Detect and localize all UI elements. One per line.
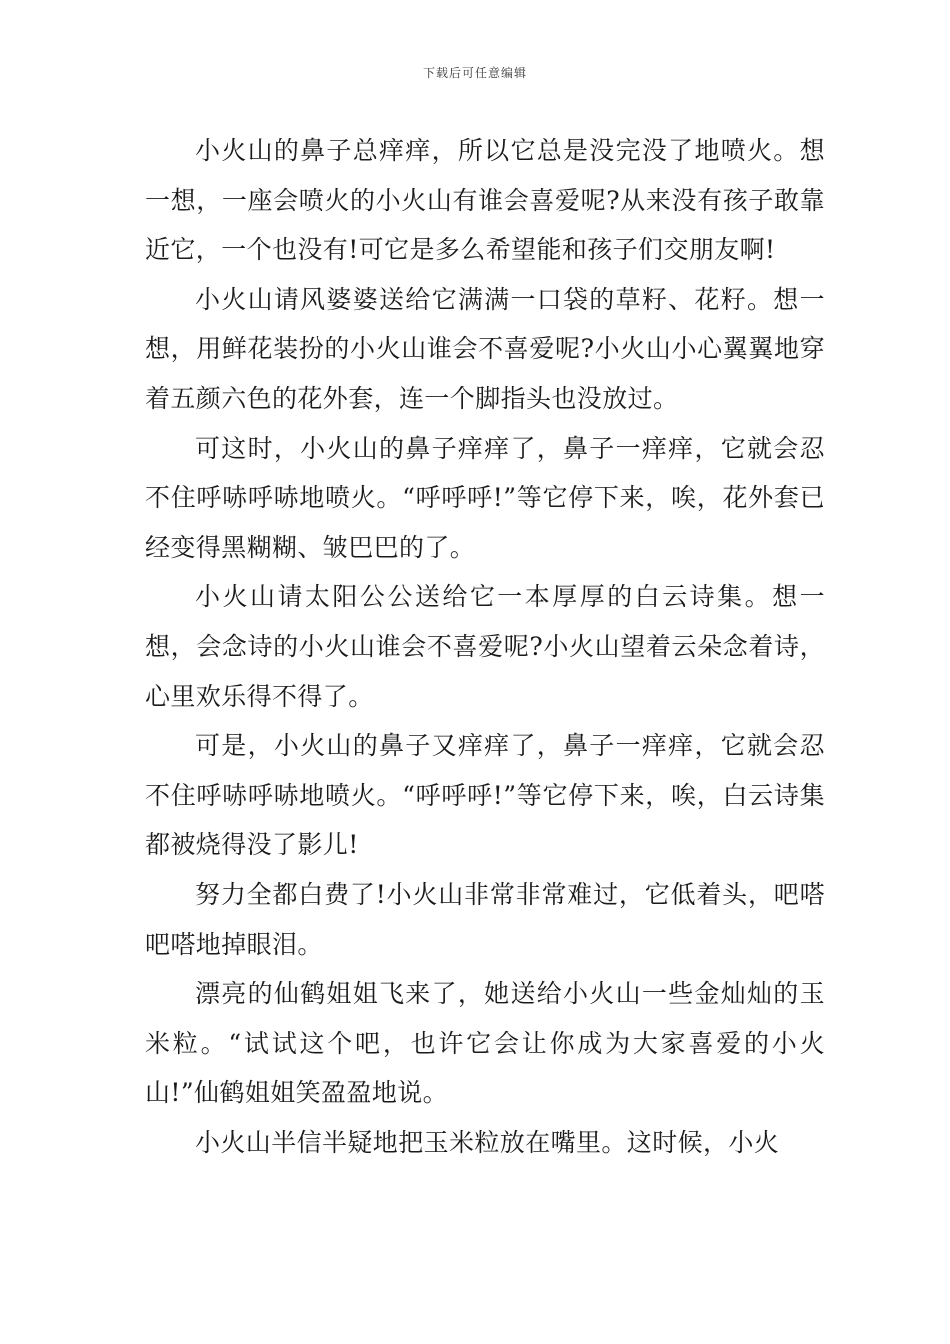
paragraph-3: 可这时，小火山的鼻子痒痒了，鼻子一痒痒，它就会忍不住呼哧呼哧地喷火。“呼呼呼!”等它停下来，唉，花外套已经变得黑糊糊、皱巴巴的了。: [145, 433, 825, 562]
paragraph-8: 小火山半信半疑地把玉米粒放在嘴里。这时候，小火: [195, 1127, 780, 1157]
paragraph-4: 小火山请太阳公公送给它一本厚厚的白云诗集。想一想，会念诗的小火山谁会不喜爱呢?小火山望着云朵念着诗，心里欢乐得不得了。: [145, 582, 825, 711]
paragraph-1: 小火山的鼻子总痒痒，所以它总是没完没了地喷火。想一想，一座会喷火的小火山有谁会喜爱呢?从来没有孩子敢靠近它，一个也没有!可它是多么希望能和孩子们交朋友啊!: [145, 136, 825, 265]
page-header: 下载后可任意编辑: [422, 66, 527, 80]
paragraph-7: 漂亮的仙鹤姐姐飞来了，她送给小火山一些金灿灿的玉米粒。“试试这个吧，也许它会让你成为大家喜爱的小火山!”仙鹤姐姐笑盈盈地说。: [145, 979, 825, 1108]
paragraph-2: 小火山请风婆婆送给它满满一口袋的草籽、花籽。想一想，用鲜花装扮的小火山谁会不喜爱呢?小火山小心翼翼地穿着五颜六色的花外套，连一个脚指头也没放过。: [145, 284, 825, 413]
paragraph-5: 可是，小火山的鼻子又痒痒了，鼻子一痒痒，它就会忍不住呼哧呼哧地喷火。“呼呼呼!”等它停下来，唉，白云诗集都被烧得没了影儿!: [145, 731, 825, 860]
paragraph-6: 努力全都白费了!小火山非常非常难过，它低着头，吧嗒吧嗒地掉眼泪。: [145, 879, 825, 959]
document-body: [145, 126, 825, 1167]
